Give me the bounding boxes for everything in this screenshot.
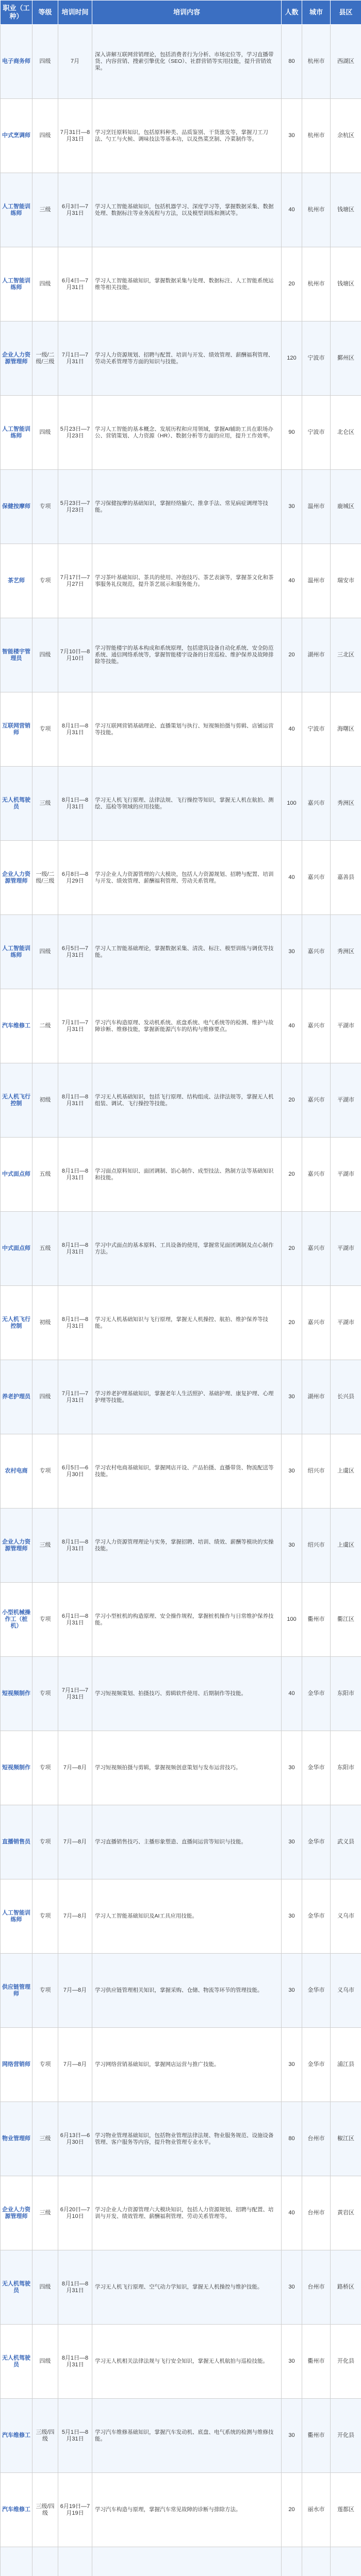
count-cell: 40 bbox=[282, 989, 302, 1063]
occupation-cell: 供应链管理师 bbox=[1, 1954, 32, 2028]
count-cell: 30 bbox=[282, 99, 302, 173]
table-row bbox=[1, 173, 361, 247]
city-cell: 宁波市 bbox=[302, 321, 331, 396]
occupation-cell: 保健按摩师 bbox=[1, 470, 32, 544]
city-cell: 衢州市 bbox=[302, 2325, 331, 2399]
content-cell: 学习汽车构造原理、发动机系统、底盘系统、电气系统等的检测、维护与故障诊断、维修技能，掌握新能源汽车的结构与维修要点。 bbox=[92, 989, 282, 1063]
level-cell: 专项 bbox=[32, 1583, 58, 1657]
time-cell: 8月1日—8月31日 bbox=[58, 1509, 92, 1583]
content-cell: 学习无人机相关法律法规与飞行安全知识，掌握无人机航拍与巡检技能。 bbox=[92, 2325, 282, 2399]
time-cell: 8月1日—8月31日 bbox=[58, 692, 92, 767]
content-cell bbox=[92, 2547, 282, 2576]
table-row bbox=[1, 915, 361, 989]
city-cell: 宁波市 bbox=[302, 396, 331, 470]
level-cell: 五级 bbox=[32, 1212, 58, 1286]
time-cell: 7月1日—7月31日 bbox=[58, 1360, 92, 1434]
district-cell: 平湖市 bbox=[331, 1138, 361, 1212]
district-cell: 海曙区 bbox=[331, 692, 361, 767]
content-cell: 学习人工智能基础理论，掌握数据采集、清洗、标注、模型训练与调优等技能。 bbox=[92, 915, 282, 989]
level-cell: 一级/二级/三级 bbox=[32, 841, 58, 915]
content-cell: 学习人工智能基础知识，包括机器学习、深度学习等，掌握数据采集、数据处理、数据标注等业务流程与方法，以及模型训练和测试等。 bbox=[92, 173, 282, 247]
table-row bbox=[1, 321, 361, 396]
table-row bbox=[1, 1657, 361, 1731]
district-cell: 秀洲区 bbox=[331, 915, 361, 989]
count-cell: 40 bbox=[282, 2176, 302, 2250]
level-cell: 四级 bbox=[32, 2325, 58, 2399]
count-cell: 80 bbox=[282, 2102, 302, 2176]
time-cell: 6月13日—6月30日 bbox=[58, 2102, 92, 2176]
level-cell: 四级 bbox=[32, 2250, 58, 2325]
city-cell: 绍兴市 bbox=[302, 1509, 331, 1583]
city-cell: 台州市 bbox=[302, 2102, 331, 2176]
table-row bbox=[1, 1063, 361, 1138]
content-cell: 学习供应链管理相关知识，掌握采购、仓储、物流等环节的管理技能。 bbox=[92, 1954, 282, 2028]
level-cell: 专项 bbox=[32, 470, 58, 544]
level-cell bbox=[32, 2547, 58, 2576]
table-row bbox=[1, 25, 361, 99]
city-cell: 杭州市 bbox=[302, 247, 331, 321]
content-cell: 学习烹饪原料知识，包括原料种类、品质鉴别、干货涨发等，掌握刀工刀法、勺工与火候、调味技法等基本功，以及热菜烹制、冷菜制作等。 bbox=[92, 99, 282, 173]
occupation-cell: 养老护理员 bbox=[1, 1360, 32, 1434]
city-cell: 宁波市 bbox=[302, 692, 331, 767]
time-cell: 6月3日—7月31日 bbox=[58, 173, 92, 247]
level-cell: 四级 bbox=[32, 25, 58, 99]
count-cell: 100 bbox=[282, 767, 302, 841]
occupation-cell: 短视频制作 bbox=[1, 1657, 32, 1731]
occupation-cell: 直播销售员 bbox=[1, 1805, 32, 1879]
occupation-cell: 无人机驾驶员 bbox=[1, 767, 32, 841]
district-cell: 开化县 bbox=[331, 2325, 361, 2399]
district-cell: 三北区 bbox=[331, 618, 361, 692]
time-cell: 5月23日—7月23日 bbox=[58, 396, 92, 470]
level-cell: 三级 bbox=[32, 1509, 58, 1583]
content-cell: 学习中式面点的基本原料、工具设备的使用，掌握常见面团调制及点心制作方法。 bbox=[92, 1212, 282, 1286]
city-cell: 嘉兴市 bbox=[302, 1138, 331, 1212]
level-cell: 专项 bbox=[32, 1805, 58, 1879]
table-row bbox=[1, 2399, 361, 2473]
city-cell: 嘉兴市 bbox=[302, 1063, 331, 1138]
city-cell: 绍兴市 bbox=[302, 1434, 331, 1509]
time-cell: 7月17日—7月27日 bbox=[58, 544, 92, 618]
city-cell: 金华市 bbox=[302, 1731, 331, 1805]
level-cell: 专项 bbox=[32, 1434, 58, 1509]
city-cell: 嘉兴市 bbox=[302, 915, 331, 989]
occupation-cell: 人工智能训练师 bbox=[1, 1879, 32, 1954]
table-row bbox=[1, 1212, 361, 1286]
occupation-cell bbox=[1, 2547, 32, 2576]
count-cell: 20 bbox=[282, 1286, 302, 1360]
city-cell: 台州市 bbox=[302, 2176, 331, 2250]
time-cell: 6月5日—6月30日 bbox=[58, 1434, 92, 1509]
district-cell: 武义县 bbox=[331, 1805, 361, 1879]
table-header-row bbox=[1, 1, 361, 25]
header-count: 人数 bbox=[282, 1, 302, 25]
city-cell bbox=[302, 2547, 331, 2576]
content-cell: 学习互联网营销基础理论、直播策划与执行、短视频拍摄与剪辑、店铺运营等技能。 bbox=[92, 692, 282, 767]
occupation-cell: 无人机飞行控制 bbox=[1, 1286, 32, 1360]
time-cell: 8月1日—8月31日 bbox=[58, 1063, 92, 1138]
city-cell: 杭州市 bbox=[302, 25, 331, 99]
table-row bbox=[1, 2547, 361, 2576]
district-cell: 瑞安市 bbox=[331, 544, 361, 618]
table-row bbox=[1, 1731, 361, 1805]
district-cell: 椒江区 bbox=[331, 2102, 361, 2176]
city-cell: 嘉兴市 bbox=[302, 989, 331, 1063]
time-cell: 8月1日—8月31日 bbox=[58, 1212, 92, 1286]
count-cell: 40 bbox=[282, 841, 302, 915]
time-cell bbox=[58, 2547, 92, 2576]
city-cell: 金华市 bbox=[302, 1657, 331, 1731]
table-row bbox=[1, 1583, 361, 1657]
table-row bbox=[1, 2102, 361, 2176]
count-cell: 30 bbox=[282, 2250, 302, 2325]
occupation-cell: 人工智能训练师 bbox=[1, 396, 32, 470]
level-cell: 四级 bbox=[32, 247, 58, 321]
content-cell: 深入讲解互联网营销理论，包括消费者行为分析、市场定位等，学习直播带货、内容营销、搜索引擎优化（SEO）、社群营销等实用技能，提升营销效果。 bbox=[92, 25, 282, 99]
table-row bbox=[1, 1360, 361, 1434]
count-cell: 40 bbox=[282, 544, 302, 618]
table-row bbox=[1, 2176, 361, 2250]
count-cell: 40 bbox=[282, 692, 302, 767]
occupation-cell: 农村电商 bbox=[1, 1434, 32, 1509]
count-cell: 30 bbox=[282, 470, 302, 544]
header-occupation: 职业（工种） bbox=[1, 1, 32, 25]
table-row bbox=[1, 618, 361, 692]
district-cell: 长兴县 bbox=[331, 1360, 361, 1434]
count-cell: 40 bbox=[282, 1657, 302, 1731]
content-cell: 学习物业管理基础知识，包括物业管理法律法规、物业服务规范、设施设备管理、客户服务等内容，提升物业管理专业水平。 bbox=[92, 2102, 282, 2176]
time-cell: 7月—8月 bbox=[58, 2028, 92, 2102]
level-cell: 专项 bbox=[32, 1657, 58, 1731]
level-cell: 三级 bbox=[32, 767, 58, 841]
occupation-cell: 企业人力资源管理师 bbox=[1, 841, 32, 915]
table-row bbox=[1, 1434, 361, 1509]
district-cell: 嘉善县 bbox=[331, 841, 361, 915]
level-cell: 初级 bbox=[32, 1063, 58, 1138]
count-cell bbox=[282, 2547, 302, 2576]
table-row bbox=[1, 1954, 361, 2028]
count-cell: 30 bbox=[282, 1879, 302, 1954]
header-city: 城市 bbox=[302, 1, 331, 25]
count-cell: 20 bbox=[282, 2473, 302, 2547]
level-cell: 四级 bbox=[32, 396, 58, 470]
occupation-cell: 汽车维修工 bbox=[1, 989, 32, 1063]
district-cell: 浦江县 bbox=[331, 2028, 361, 2102]
content-cell: 学习无人机飞行原理、空气动力学知识，掌握无人机操控与维护技能。 bbox=[92, 2250, 282, 2325]
level-cell: 专项 bbox=[32, 2028, 58, 2102]
city-cell: 金华市 bbox=[302, 1954, 331, 2028]
district-cell: 莲都区 bbox=[331, 2473, 361, 2547]
content-cell: 学习汽车维修基础知识，掌握汽车发动机、底盘、电气系统的检测与维修技能。 bbox=[92, 2399, 282, 2473]
occupation-cell: 网络营销师 bbox=[1, 2028, 32, 2102]
occupation-cell: 企业人力资源管理师 bbox=[1, 1509, 32, 1583]
district-cell: 钱塘区 bbox=[331, 247, 361, 321]
occupation-cell: 人工智能训练师 bbox=[1, 173, 32, 247]
time-cell: 8月1日—8月31日 bbox=[58, 767, 92, 841]
content-cell: 学习农村电商基础知识，掌握网店开设、产品拍摄、直播带货、物流配送等技能。 bbox=[92, 1434, 282, 1509]
occupation-cell: 小型机械操作工（桩机） bbox=[1, 1583, 32, 1657]
count-cell: 80 bbox=[282, 25, 302, 99]
level-cell: 三级/四级 bbox=[32, 2399, 58, 2473]
table-row bbox=[1, 989, 361, 1063]
level-cell: 专项 bbox=[32, 544, 58, 618]
count-cell: 30 bbox=[282, 2325, 302, 2399]
content-cell: 学习面点原料知识、面团调制、馅心制作、成型技法、熟制方法等基础知识和技能。 bbox=[92, 1138, 282, 1212]
content-cell: 学习人工智能的基本概念、发展历程和应用领域，掌握AI辅助工具在职场办公、营销策划、人力资源（HR）、数据分析等方面的应用，提升工作效率。 bbox=[92, 396, 282, 470]
content-cell: 学习企业人力资源管理的六大模块，包括人力资源规划、招聘与配置、培训与开发、绩效管理、薪酬福利管理、劳动关系管理。 bbox=[92, 841, 282, 915]
district-cell: 平湖市 bbox=[331, 1063, 361, 1138]
occupation-cell: 汽车维修工 bbox=[1, 2399, 32, 2473]
occupation-cell: 中式面点师 bbox=[1, 1138, 32, 1212]
count-cell: 30 bbox=[282, 1360, 302, 1434]
time-cell: 8月1日—8月31日 bbox=[58, 1286, 92, 1360]
content-cell: 学习养老护理基础知识，掌握老年人生活照护、基础护理、康复护理、心理护理等技能。 bbox=[92, 1360, 282, 1434]
content-cell: 学习网络营销基础知识，掌握网店运营与推广技能。 bbox=[92, 2028, 282, 2102]
count-cell: 20 bbox=[282, 247, 302, 321]
content-cell: 学习智能楼宇的基本构成和系统原理，包括建筑设备自动化系统、安全防范系统、通信网络系统等，掌握智能楼宇设备的日常巡检、维护保养及故障排除等技能。 bbox=[92, 618, 282, 692]
district-cell: 西湖区 bbox=[331, 25, 361, 99]
content-cell: 学习人力资源管理理论与实务，掌握招聘、培训、绩效、薪酬等模块的实操技能。 bbox=[92, 1509, 282, 1583]
occupation-cell: 物业管理师 bbox=[1, 2102, 32, 2176]
content-cell: 学习无人机飞行原理、法律法规、飞行操控等知识，掌握无人机在航拍、测绘、巡检等领域的应用技能。 bbox=[92, 767, 282, 841]
city-cell: 温州市 bbox=[302, 544, 331, 618]
count-cell: 30 bbox=[282, 2028, 302, 2102]
occupation-cell: 电子商务师 bbox=[1, 25, 32, 99]
occupation-cell: 短视频制作 bbox=[1, 1731, 32, 1805]
time-cell: 6月1日—8月31日 bbox=[58, 1583, 92, 1657]
header-level: 等级 bbox=[32, 1, 58, 25]
occupation-cell: 企业人力资源管理师 bbox=[1, 2176, 32, 2250]
count-cell: 90 bbox=[282, 396, 302, 470]
level-cell: 专项 bbox=[32, 1731, 58, 1805]
city-cell: 金华市 bbox=[302, 2028, 331, 2102]
level-cell: 四级 bbox=[32, 915, 58, 989]
district-cell: 上虞区 bbox=[331, 1509, 361, 1583]
table-row bbox=[1, 1509, 361, 1583]
occupation-cell: 汽车维修工 bbox=[1, 2473, 32, 2547]
time-cell: 7月1日—7月31日 bbox=[58, 321, 92, 396]
district-cell: 开化县 bbox=[331, 2399, 361, 2473]
content-cell: 学习直播销售技巧、主播形象塑造、直播间运营等知识与技能。 bbox=[92, 1805, 282, 1879]
count-cell: 20 bbox=[282, 1138, 302, 1212]
occupation-cell: 人工智能训练师 bbox=[1, 915, 32, 989]
table-row bbox=[1, 544, 361, 618]
time-cell: 6月8日—8月29日 bbox=[58, 841, 92, 915]
table-row bbox=[1, 1805, 361, 1879]
count-cell: 20 bbox=[282, 1063, 302, 1138]
count-cell: 30 bbox=[282, 1954, 302, 2028]
district-cell: 东阳市 bbox=[331, 1657, 361, 1731]
occupation-cell: 无人机驾驶员 bbox=[1, 2325, 32, 2399]
district-cell: 平湖市 bbox=[331, 1286, 361, 1360]
district-cell: 平湖市 bbox=[331, 989, 361, 1063]
district-cell: 余杭区 bbox=[331, 99, 361, 173]
header-district: 县区 bbox=[331, 1, 361, 25]
district-cell: 鄞州区 bbox=[331, 321, 361, 396]
level-cell: 二级 bbox=[32, 989, 58, 1063]
level-cell: 三级 bbox=[32, 2176, 58, 2250]
content-cell: 学习茶叶基础知识、茶具的使用、冲泡技巧、茶艺表演等，掌握茶文化和茶事服务礼仪规范，提升茶艺展示和服务能力。 bbox=[92, 544, 282, 618]
time-cell: 6月5日—7月31日 bbox=[58, 915, 92, 989]
city-cell: 金华市 bbox=[302, 1805, 331, 1879]
table-row bbox=[1, 99, 361, 173]
count-cell: 30 bbox=[282, 915, 302, 989]
time-cell: 8月1日—8月31日 bbox=[58, 1138, 92, 1212]
table-row bbox=[1, 2028, 361, 2102]
occupation-cell: 企业人力资源管理师 bbox=[1, 321, 32, 396]
table-row bbox=[1, 1286, 361, 1360]
city-cell: 衢州市 bbox=[302, 2399, 331, 2473]
time-cell: 8月1日—8月31日 bbox=[58, 2250, 92, 2325]
table-row bbox=[1, 841, 361, 915]
city-cell: 湖州市 bbox=[302, 1360, 331, 1434]
district-cell: 衢江区 bbox=[331, 1583, 361, 1657]
header-time: 培训时间 bbox=[58, 1, 92, 25]
city-cell: 嘉兴市 bbox=[302, 1212, 331, 1286]
time-cell: 8月1日—8月31日 bbox=[58, 2325, 92, 2399]
district-cell: 平湖市 bbox=[331, 1212, 361, 1286]
city-cell: 衢州市 bbox=[302, 1583, 331, 1657]
count-cell: 30 bbox=[282, 1731, 302, 1805]
level-cell: 四级 bbox=[32, 99, 58, 173]
level-cell: 三级/四级 bbox=[32, 2473, 58, 2547]
count-cell: 40 bbox=[282, 173, 302, 247]
time-cell: 5月23日—7月23日 bbox=[58, 470, 92, 544]
time-cell: 7月10日—8月10日 bbox=[58, 618, 92, 692]
time-cell: 6月4日—7月31日 bbox=[58, 247, 92, 321]
count-cell: 120 bbox=[282, 321, 302, 396]
level-cell: 四级 bbox=[32, 618, 58, 692]
table-row bbox=[1, 247, 361, 321]
table-row bbox=[1, 2250, 361, 2325]
table-row bbox=[1, 396, 361, 470]
content-cell: 学习人工智能基础知识，掌握数据采集与处理、数据标注、人工智能系统运维等相关技能。 bbox=[92, 247, 282, 321]
occupation-cell: 中式面点师 bbox=[1, 1212, 32, 1286]
count-cell: 30 bbox=[282, 1509, 302, 1583]
city-cell: 温州市 bbox=[302, 470, 331, 544]
time-cell: 7月1日—7月31日 bbox=[58, 989, 92, 1063]
district-cell: 上虞区 bbox=[331, 1434, 361, 1509]
occupation-cell: 茶艺师 bbox=[1, 544, 32, 618]
table-row bbox=[1, 470, 361, 544]
content-cell: 学习人力资源规划、招聘与配置、培训与开发、绩效管理、薪酬福利管理、劳动关系管理等方面的知识与技能。 bbox=[92, 321, 282, 396]
district-cell: 路桥区 bbox=[331, 2250, 361, 2325]
time-cell: 7月—8月 bbox=[58, 1954, 92, 2028]
level-cell: 三级 bbox=[32, 173, 58, 247]
table-row bbox=[1, 1138, 361, 1212]
count-cell: 30 bbox=[282, 1434, 302, 1509]
city-cell: 台州市 bbox=[302, 2250, 331, 2325]
content-cell: 学习无人机基础知识与飞行原理，掌握无人机操控、航拍、维护保养等技能。 bbox=[92, 1286, 282, 1360]
city-cell: 嘉兴市 bbox=[302, 767, 331, 841]
table-row bbox=[1, 1879, 361, 1954]
content-cell: 学习人工智能基础知识及AI工具应用技能。 bbox=[92, 1879, 282, 1954]
city-cell: 湖州市 bbox=[302, 618, 331, 692]
occupation-cell: 人工智能训练师 bbox=[1, 247, 32, 321]
level-cell: 三级 bbox=[32, 2102, 58, 2176]
district-cell: 钱塘区 bbox=[331, 173, 361, 247]
district-cell bbox=[331, 2547, 361, 2576]
time-cell: 7月1日—7月31日 bbox=[58, 1657, 92, 1731]
count-cell: 20 bbox=[282, 618, 302, 692]
district-cell: 秀洲区 bbox=[331, 767, 361, 841]
level-cell: 专项 bbox=[32, 1954, 58, 2028]
level-cell: 专项 bbox=[32, 1879, 58, 1954]
content-cell: 学习企业人力资源管理六大模块知识，包括人力资源规划、招聘与配置、培训与开发、绩效管理、薪酬福利管理、劳动关系管理等。 bbox=[92, 2176, 282, 2250]
district-cell: 黄岩区 bbox=[331, 2176, 361, 2250]
level-cell: 初级 bbox=[32, 1286, 58, 1360]
content-cell: 学习短视频拍摄与剪辑，掌握视频创意策划与发布运营技巧。 bbox=[92, 1731, 282, 1805]
level-cell: 四级 bbox=[32, 1360, 58, 1434]
content-cell: 学习保健按摩的基础知识，掌握经络腧穴、推拿手法、常见病症调理等技能。 bbox=[92, 470, 282, 544]
city-cell: 杭州市 bbox=[302, 99, 331, 173]
count-cell: 30 bbox=[282, 1805, 302, 1879]
content-cell: 学习短视频策划、拍摄技巧、剪辑软件使用、后期制作等技能。 bbox=[92, 1657, 282, 1731]
time-cell: 7月 bbox=[58, 25, 92, 99]
content-cell: 学习小型桩机的构造原理、安全操作规程，掌握桩机操作与日常维护保养技能。 bbox=[92, 1583, 282, 1657]
count-cell: 20 bbox=[282, 1212, 302, 1286]
city-cell: 嘉兴市 bbox=[302, 841, 331, 915]
table-body bbox=[1, 25, 361, 2576]
city-cell: 杭州市 bbox=[302, 173, 331, 247]
level-cell: 专项 bbox=[32, 692, 58, 767]
table-row bbox=[1, 767, 361, 841]
table-row bbox=[1, 692, 361, 767]
district-cell: 东阳市 bbox=[331, 1731, 361, 1805]
city-cell: 嘉兴市 bbox=[302, 1286, 331, 1360]
occupation-cell: 智能楼宇管理员 bbox=[1, 618, 32, 692]
level-cell: 五级 bbox=[32, 1138, 58, 1212]
time-cell: 5月1日—8月31日 bbox=[58, 2399, 92, 2473]
occupation-cell: 无人机飞行控制 bbox=[1, 1063, 32, 1138]
city-cell: 金华市 bbox=[302, 1879, 331, 1954]
occupation-cell: 无人机驾驶员 bbox=[1, 2250, 32, 2325]
level-cell: 一级/二级/三级 bbox=[32, 321, 58, 396]
table-row bbox=[1, 2325, 361, 2399]
time-cell: 7月—8月 bbox=[58, 1731, 92, 1805]
district-cell: 义乌市 bbox=[331, 1954, 361, 2028]
count-cell: 30 bbox=[282, 2399, 302, 2473]
content-cell: 学习汽车构造与原理，掌握汽车常见故障的诊断与排除方法。 bbox=[92, 2473, 282, 2547]
header-content: 培训内容 bbox=[92, 1, 282, 25]
occupation-cell: 中式烹调师 bbox=[1, 99, 32, 173]
time-cell: 7月—8月 bbox=[58, 1805, 92, 1879]
table-row bbox=[1, 2473, 361, 2547]
count-cell: 100 bbox=[282, 1583, 302, 1657]
city-cell: 丽水市 bbox=[302, 2473, 331, 2547]
time-cell: 6月19日—7月19日 bbox=[58, 2473, 92, 2547]
time-cell: 7月—8月 bbox=[58, 1879, 92, 1954]
district-cell: 鹿城区 bbox=[331, 470, 361, 544]
time-cell: 7月31日—8月31日 bbox=[58, 99, 92, 173]
district-cell: 义乌市 bbox=[331, 1879, 361, 1954]
occupation-cell: 互联网营销师 bbox=[1, 692, 32, 767]
time-cell: 6月20日—7月10日 bbox=[58, 2176, 92, 2250]
district-cell: 北仑区 bbox=[331, 396, 361, 470]
content-cell: 学习无人机基础知识，包括飞行原理、结构组成、法律法规等，掌握无人机组装、调试、飞行操控等技能。 bbox=[92, 1063, 282, 1138]
